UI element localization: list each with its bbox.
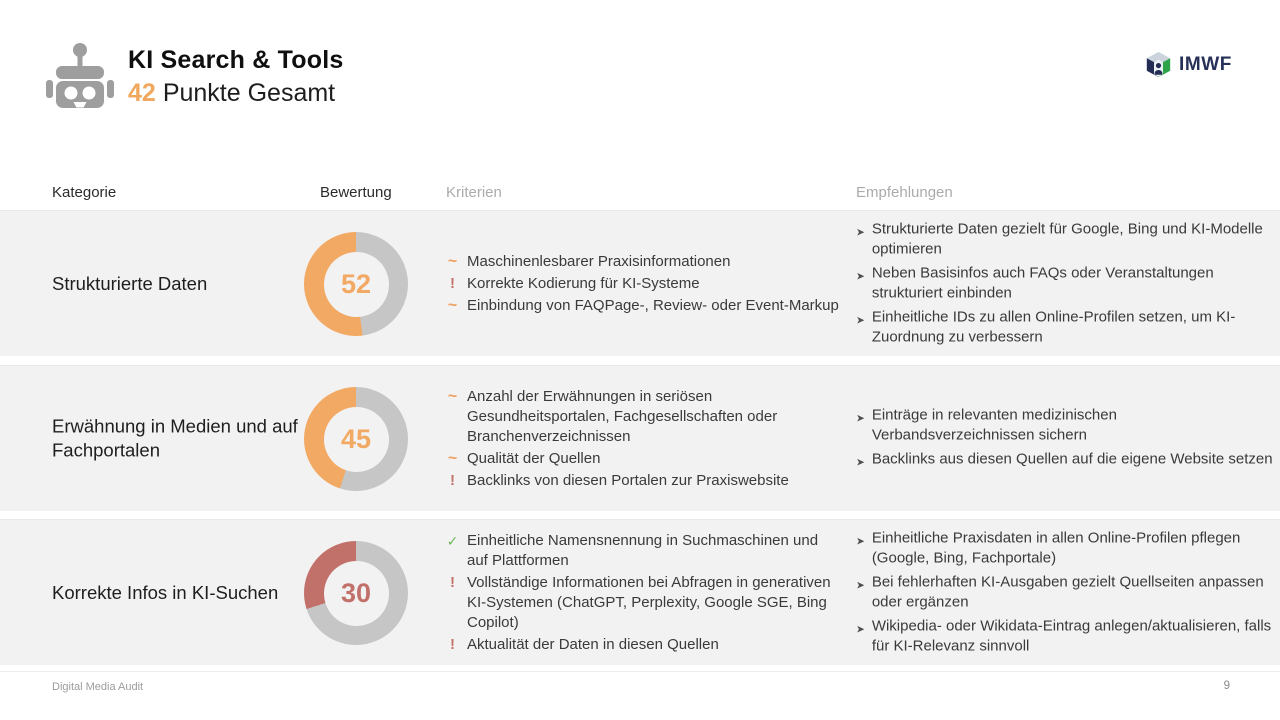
score-donut <box>304 232 408 336</box>
criterion-item <box>444 296 840 316</box>
donut-hole <box>324 407 389 472</box>
arrow-icon: ➤ <box>856 623 865 635</box>
check-icon: ✓ <box>446 532 459 549</box>
donut-hole <box>324 252 389 317</box>
criterion-item <box>444 274 840 294</box>
recommendation-item <box>856 219 1276 260</box>
criterion-item <box>444 252 840 272</box>
tilde-icon: ~ <box>447 387 458 405</box>
recommendation-text: Backlinks aus diesen Quellen auf die eigene Website setzen <box>871 449 1273 467</box>
criterion-item <box>444 387 840 447</box>
table-row <box>0 365 1280 511</box>
exclamation-icon: ! <box>450 471 455 489</box>
column-header-bewertung: Bewertung <box>320 184 392 201</box>
category-label: Erwähnung in Medien und auf Fachportalen <box>52 415 298 461</box>
recommendation-item <box>856 616 1276 657</box>
criterion-item <box>444 471 840 491</box>
donut-score: 45 <box>340 423 372 454</box>
footer-label: Digital Media Audit <box>52 681 144 693</box>
imwf-logo-icon <box>1145 50 1172 79</box>
recommendation-text: Einträge in relevanten medizinischen Verbandsverzeichnissen sichern <box>871 405 1117 444</box>
column-header-empfehlungen: Empfehlungen <box>856 184 953 201</box>
recommendation-text: Strukturierte Daten gezielt für Google, Bing und KI-Modelle optimieren <box>871 220 1263 258</box>
table-row <box>0 519 1280 665</box>
criterion-item <box>444 531 840 571</box>
imwf-logo <box>1145 50 1232 79</box>
recommendation-text: Bei fehlerhaften KI-Ausgaben gezielt Quellseiten anpassen oder ergänzen <box>871 573 1264 611</box>
recommendations-list <box>856 216 1276 351</box>
tilde-icon: ~ <box>447 252 458 270</box>
recommendation-item <box>856 528 1276 569</box>
page-number: 9 <box>1223 680 1230 692</box>
criterion-text: Einbindung von FAQPage-, Review- oder Event-Markup <box>467 296 839 314</box>
recommendation-item <box>856 263 1276 304</box>
score-donut <box>304 541 408 645</box>
recommendation-text: Einheitliche IDs zu allen Online-Profilen setzen, um KI-Zuordnung zu verbessern <box>871 308 1236 346</box>
criterion-item <box>444 635 840 655</box>
page-title: KI Search & Tools <box>128 46 344 74</box>
arrow-icon: ➤ <box>856 535 865 547</box>
criterion-text: Qualität der Quellen <box>467 449 601 467</box>
criterion-text: Vollständige Informationen bei Abfragen in generativen KI-Systemen (ChatGPT, Perplexity, Google SGE, Bing Copilot) <box>467 573 831 631</box>
imwf-logo-text: IMWF <box>1178 53 1232 75</box>
total-score: 42 <box>128 79 156 107</box>
arrow-icon: ➤ <box>856 270 865 282</box>
recommendation-item <box>856 405 1276 446</box>
criterion-item <box>444 449 840 469</box>
recommendations-list <box>856 402 1276 476</box>
exclamation-icon: ! <box>450 274 455 292</box>
page-subtitle <box>128 78 344 109</box>
recommendation-text: Wikipedia- oder Wikidata-Eintrag anlegen/aktualisieren, falls für KI-Relevanz sinnvoll <box>871 617 1272 655</box>
recommendation-item <box>856 307 1276 348</box>
donut-hole <box>324 561 389 626</box>
criterion-text: Aktualität der Daten in diesen Quellen <box>467 635 719 653</box>
recommendation-text: Einheitliche Praxisdaten in allen Online-Profilen pflegen (Google, Bing, Fachportale) <box>871 529 1241 567</box>
recommendations-list <box>856 525 1276 660</box>
category-label: Korrekte Infos in KI-Suchen <box>52 581 279 603</box>
criteria-list <box>444 250 840 318</box>
criterion-item <box>444 573 840 633</box>
exclamation-icon: ! <box>450 573 455 591</box>
criterion-text: Korrekte Kodierung für KI-Systeme <box>467 274 700 292</box>
donut-score: 30 <box>340 577 372 608</box>
table-row <box>0 210 1280 356</box>
arrow-icon: ➤ <box>856 455 865 468</box>
exclamation-icon: ! <box>450 635 455 653</box>
tilde-icon: ~ <box>447 296 458 314</box>
robot-icon <box>44 41 116 113</box>
column-header-kriterien: Kriterien <box>446 184 502 201</box>
criteria-list <box>444 529 840 657</box>
recommendation-item <box>856 572 1276 613</box>
tilde-icon: ~ <box>447 449 458 467</box>
arrow-icon: ➤ <box>856 226 865 238</box>
criterion-text: Backlinks von diesen Portalen zur Praxiswebsite <box>467 471 789 489</box>
total-score-label: Punkte Gesamt <box>162 79 336 107</box>
header-title-block <box>128 45 344 109</box>
donut-score: 52 <box>340 268 372 299</box>
recommendation-item <box>856 449 1276 473</box>
score-donut <box>304 387 408 491</box>
footer-divider <box>0 671 1280 672</box>
arrow-icon: ➤ <box>856 411 865 424</box>
category-label: Strukturierte Daten <box>52 272 208 294</box>
recommendation-text: Neben Basisinfos auch FAQs oder Veranstaltungen strukturiert einbinden <box>871 264 1214 302</box>
arrow-icon: ➤ <box>856 314 865 326</box>
criterion-text: Anzahl der Erwähnungen in seriösen Gesundheitsportalen, Fachgesellschaften oder Branchenverzeichnissen <box>467 387 778 445</box>
criteria-list <box>444 385 840 493</box>
arrow-icon: ➤ <box>856 579 865 591</box>
column-header-kategorie: Kategorie <box>52 184 117 201</box>
criterion-text: Einheitliche Namensnennung in Suchmaschinen und auf Plattformen <box>467 531 819 569</box>
criterion-text: Maschinenlesbarer Praxisinformationen <box>467 252 731 270</box>
